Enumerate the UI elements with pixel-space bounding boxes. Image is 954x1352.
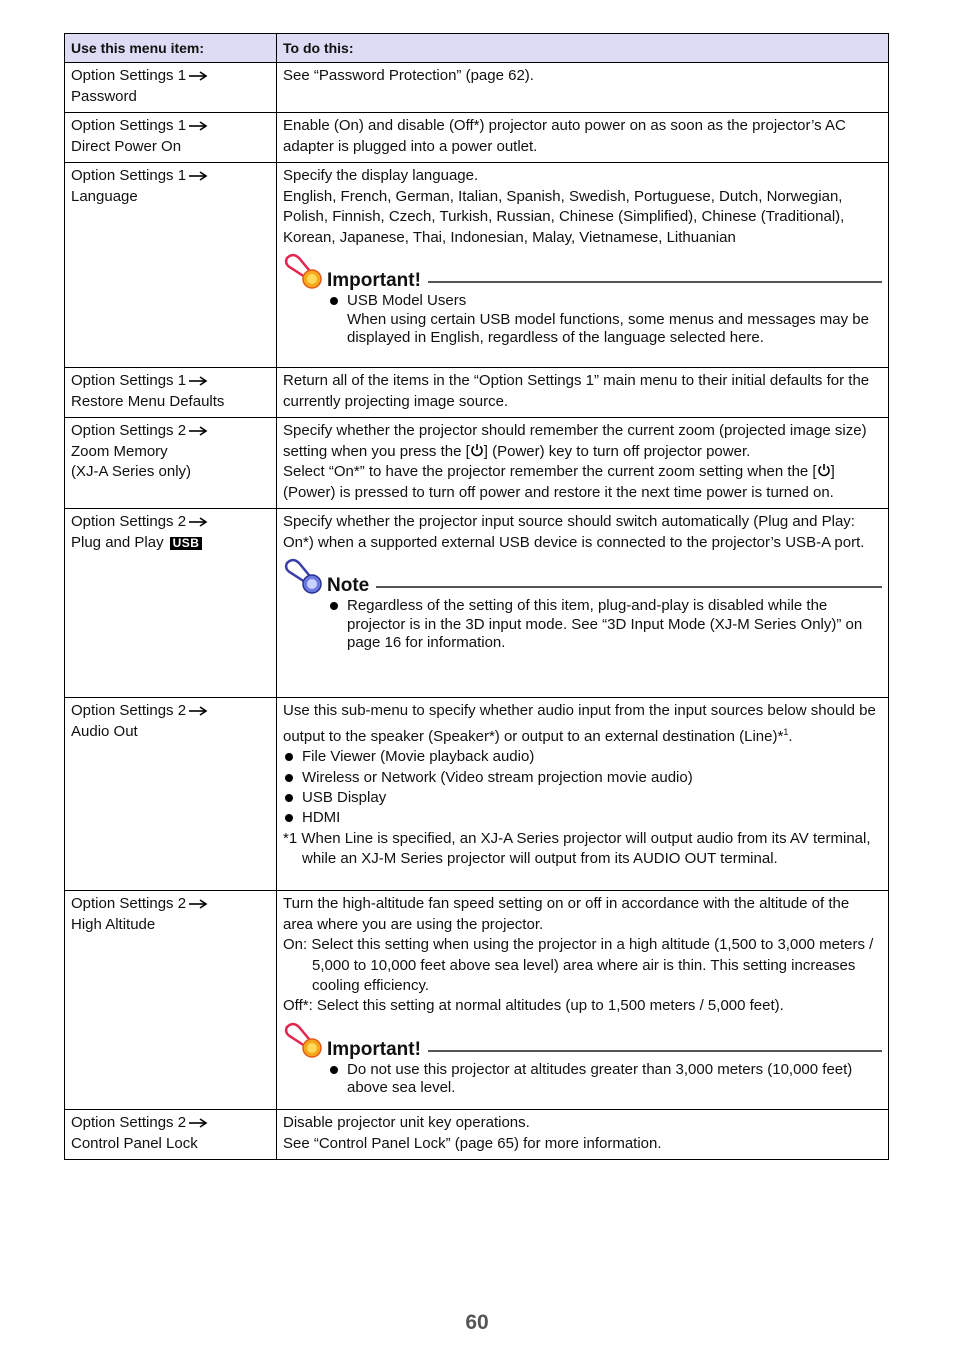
bullet-icon — [330, 602, 338, 610]
important-callout — [283, 262, 882, 348]
table-row — [65, 113, 889, 163]
list-item: USB Display — [283, 788, 882, 808]
callout-divider — [428, 281, 882, 283]
table-row — [65, 418, 889, 509]
callout-title: Important! — [327, 1038, 421, 1060]
on-setting-text: On: Select this setting when using the projector in a high altitude (1,500 to 3,000 meters / 5,000 to 10,000 feet above sea level) area where air is thin. This setting increases cooling efficiency. — [283, 936, 874, 995]
off-setting-text: Off*: Select this setting at normal altitudes (up to 1,500 meters / 5,000 feet). — [283, 997, 784, 1015]
menu-cell: Option Settings 1 Direct Power On — [65, 113, 277, 163]
description-cell: Specify the display language. English, French, German, Italian, Spanish, Swedish, Portuguese, Dutch, Norwegian, Polish, Finnish, Czech, Turkish, Russian, Chinese (Simplified), Chinese (Traditional), Korean, Japanese, Thai, Indonesian, Malay, Vietnamese, Lithuanian Important! USB Model Users When using certain USB model functions, some menus and messages may be displayed in English, regardless of the language selected here. — [277, 163, 889, 368]
table-row — [65, 509, 889, 698]
list-item: HDMI — [283, 808, 882, 828]
bullet-icon — [285, 814, 293, 822]
description-cell: Specify whether the projector should remember the current zoom (projected image size) setting when you press the [ ] (Power) key to turn off projector power. Select “On*” to have the projector remember the current zoom setting when the [ ] (Power) is pressed to turn off power and restore it the next time power is turned on. — [277, 418, 889, 509]
important-pin-icon — [283, 1021, 325, 1061]
header-to-do: To do this: — [277, 34, 889, 63]
right-arrow-icon — [188, 1118, 208, 1128]
important-callout — [283, 1031, 882, 1098]
menu-cell: Option Settings 2 Plug and Play USB — [65, 509, 277, 698]
power-icon — [817, 463, 831, 477]
usb-badge: USB — [170, 537, 203, 550]
bullet-icon — [285, 774, 293, 782]
description-cell: Use this sub-menu to specify whether audio input from the input sources below should be output to the speaker (Speaker*) or output to an external destination (Line)*$^1$. File Viewer (Movie playback audio) Wireless or Network (Video stream projection movie audio) USB Display HDMI *1 When Line is specified, an XJ-A Series projector will output audio from its AV terminal, while an XJ-M Series projector will output from its AUDIO OUT terminal. — [277, 698, 889, 891]
description-cell: Return all of the items in the “Option Settings 1” main menu to their initial defaults for the currently projecting image source. — [277, 368, 889, 418]
note-callout — [283, 567, 882, 653]
description-cell: Enable (On) and disable (Off*) projector auto power on as soon as the projector’s AC adapter is plugged into a power outlet. — [277, 113, 889, 163]
right-arrow-icon — [188, 171, 208, 181]
menu-cell: Option Settings 1 Language — [65, 163, 277, 368]
page-number: 60 — [465, 1311, 489, 1334]
list-item: Wireless or Network (Video stream projection movie audio) — [283, 768, 882, 788]
right-arrow-icon — [188, 71, 208, 81]
header-menu-item: Use this menu item: — [65, 34, 277, 63]
menu-cell: Option Settings 1 Password — [65, 63, 277, 113]
callout-title: Note — [327, 575, 370, 597]
description-cell: Turn the high-altitude fan speed setting on or off in accordance with the altitude of the area where you are using the projector. On: Select this setting when using the projector in a high altitude (1,500 to 3,000 meters / 5,000 to 10,000 feet above sea level) area where air is thin. This setting increases cooling efficiency. Off*: Select this setting at normal altitudes (up to 1,500 meters / 5,000 feet). Important! Do not use this projector at altitudes greater than 3,000 meters (10,000 feet) above sea level. — [277, 891, 889, 1110]
right-arrow-icon — [188, 899, 208, 909]
description-cell: See “Password Protection” (page 62). — [277, 63, 889, 113]
note-pin-icon — [283, 557, 325, 597]
callout-bullet: Do not use this projector at altitudes greater than 3,000 meters (10,000 feet) above sea level. — [283, 1061, 882, 1098]
menu-cell: Option Settings 2 Control Panel Lock — [65, 1110, 277, 1160]
description-cell: Specify whether the projector input source should switch automatically (Plug and Play: On*) when a supported external USB device is connected to the projector’s USB-A port. Note Regardless of the setting of this item, plug-and-play is disabled while the projector is in the 3D input mode. See “3D Input Mode (XJ-M Series Only)” on page 16 for information. — [277, 509, 889, 698]
footnote: *1 When Line is specified, an XJ-A Series projector will output audio from its AV terminal, while an XJ-M Series projector will output from its AUDIO OUT terminal. — [283, 829, 871, 868]
bullet-icon — [285, 753, 293, 761]
important-pin-icon — [283, 252, 325, 292]
menu-cell: Option Settings 1 Restore Menu Defaults — [65, 368, 277, 418]
callout-bullet: USB Model Users When using certain USB model functions, some menus and messages may be displayed in English, regardless of the language selected here. — [283, 292, 882, 348]
right-arrow-icon — [188, 517, 208, 527]
menu-cell: Option Settings 2 High Altitude — [65, 891, 277, 1110]
list-item: File Viewer (Movie playback audio) — [283, 747, 882, 767]
table-row — [65, 368, 889, 418]
bullet-icon — [330, 1066, 338, 1074]
callout-bullet: Regardless of the setting of this item, plug-and-play is disabled while the projector is in the 3D input mode. See “3D Input Mode (XJ-M Series Only)” on page 16 for information. — [283, 597, 882, 653]
table-row — [65, 163, 889, 368]
callout-title: Important! — [327, 270, 421, 292]
settings-table — [64, 33, 889, 1160]
right-arrow-icon — [188, 376, 208, 386]
table-row — [65, 891, 889, 1110]
description-cell: Disable projector unit key operations. See “Control Panel Lock” (page 65) for more information. — [277, 1110, 889, 1160]
power-icon — [470, 443, 484, 457]
bullet-icon — [330, 297, 338, 305]
right-arrow-icon — [188, 426, 208, 436]
bullet-icon — [285, 794, 293, 802]
right-arrow-icon — [188, 121, 208, 131]
table-row — [65, 698, 889, 891]
callout-divider — [428, 1050, 882, 1052]
table-row — [65, 1110, 889, 1160]
menu-cell: Option Settings 2 Zoom Memory (XJ-A Series only) — [65, 418, 277, 509]
callout-divider — [376, 586, 882, 588]
table-header-row — [65, 34, 889, 63]
table-row — [65, 63, 889, 113]
right-arrow-icon — [188, 706, 208, 716]
menu-cell: Option Settings 2 Audio Out — [65, 698, 277, 891]
